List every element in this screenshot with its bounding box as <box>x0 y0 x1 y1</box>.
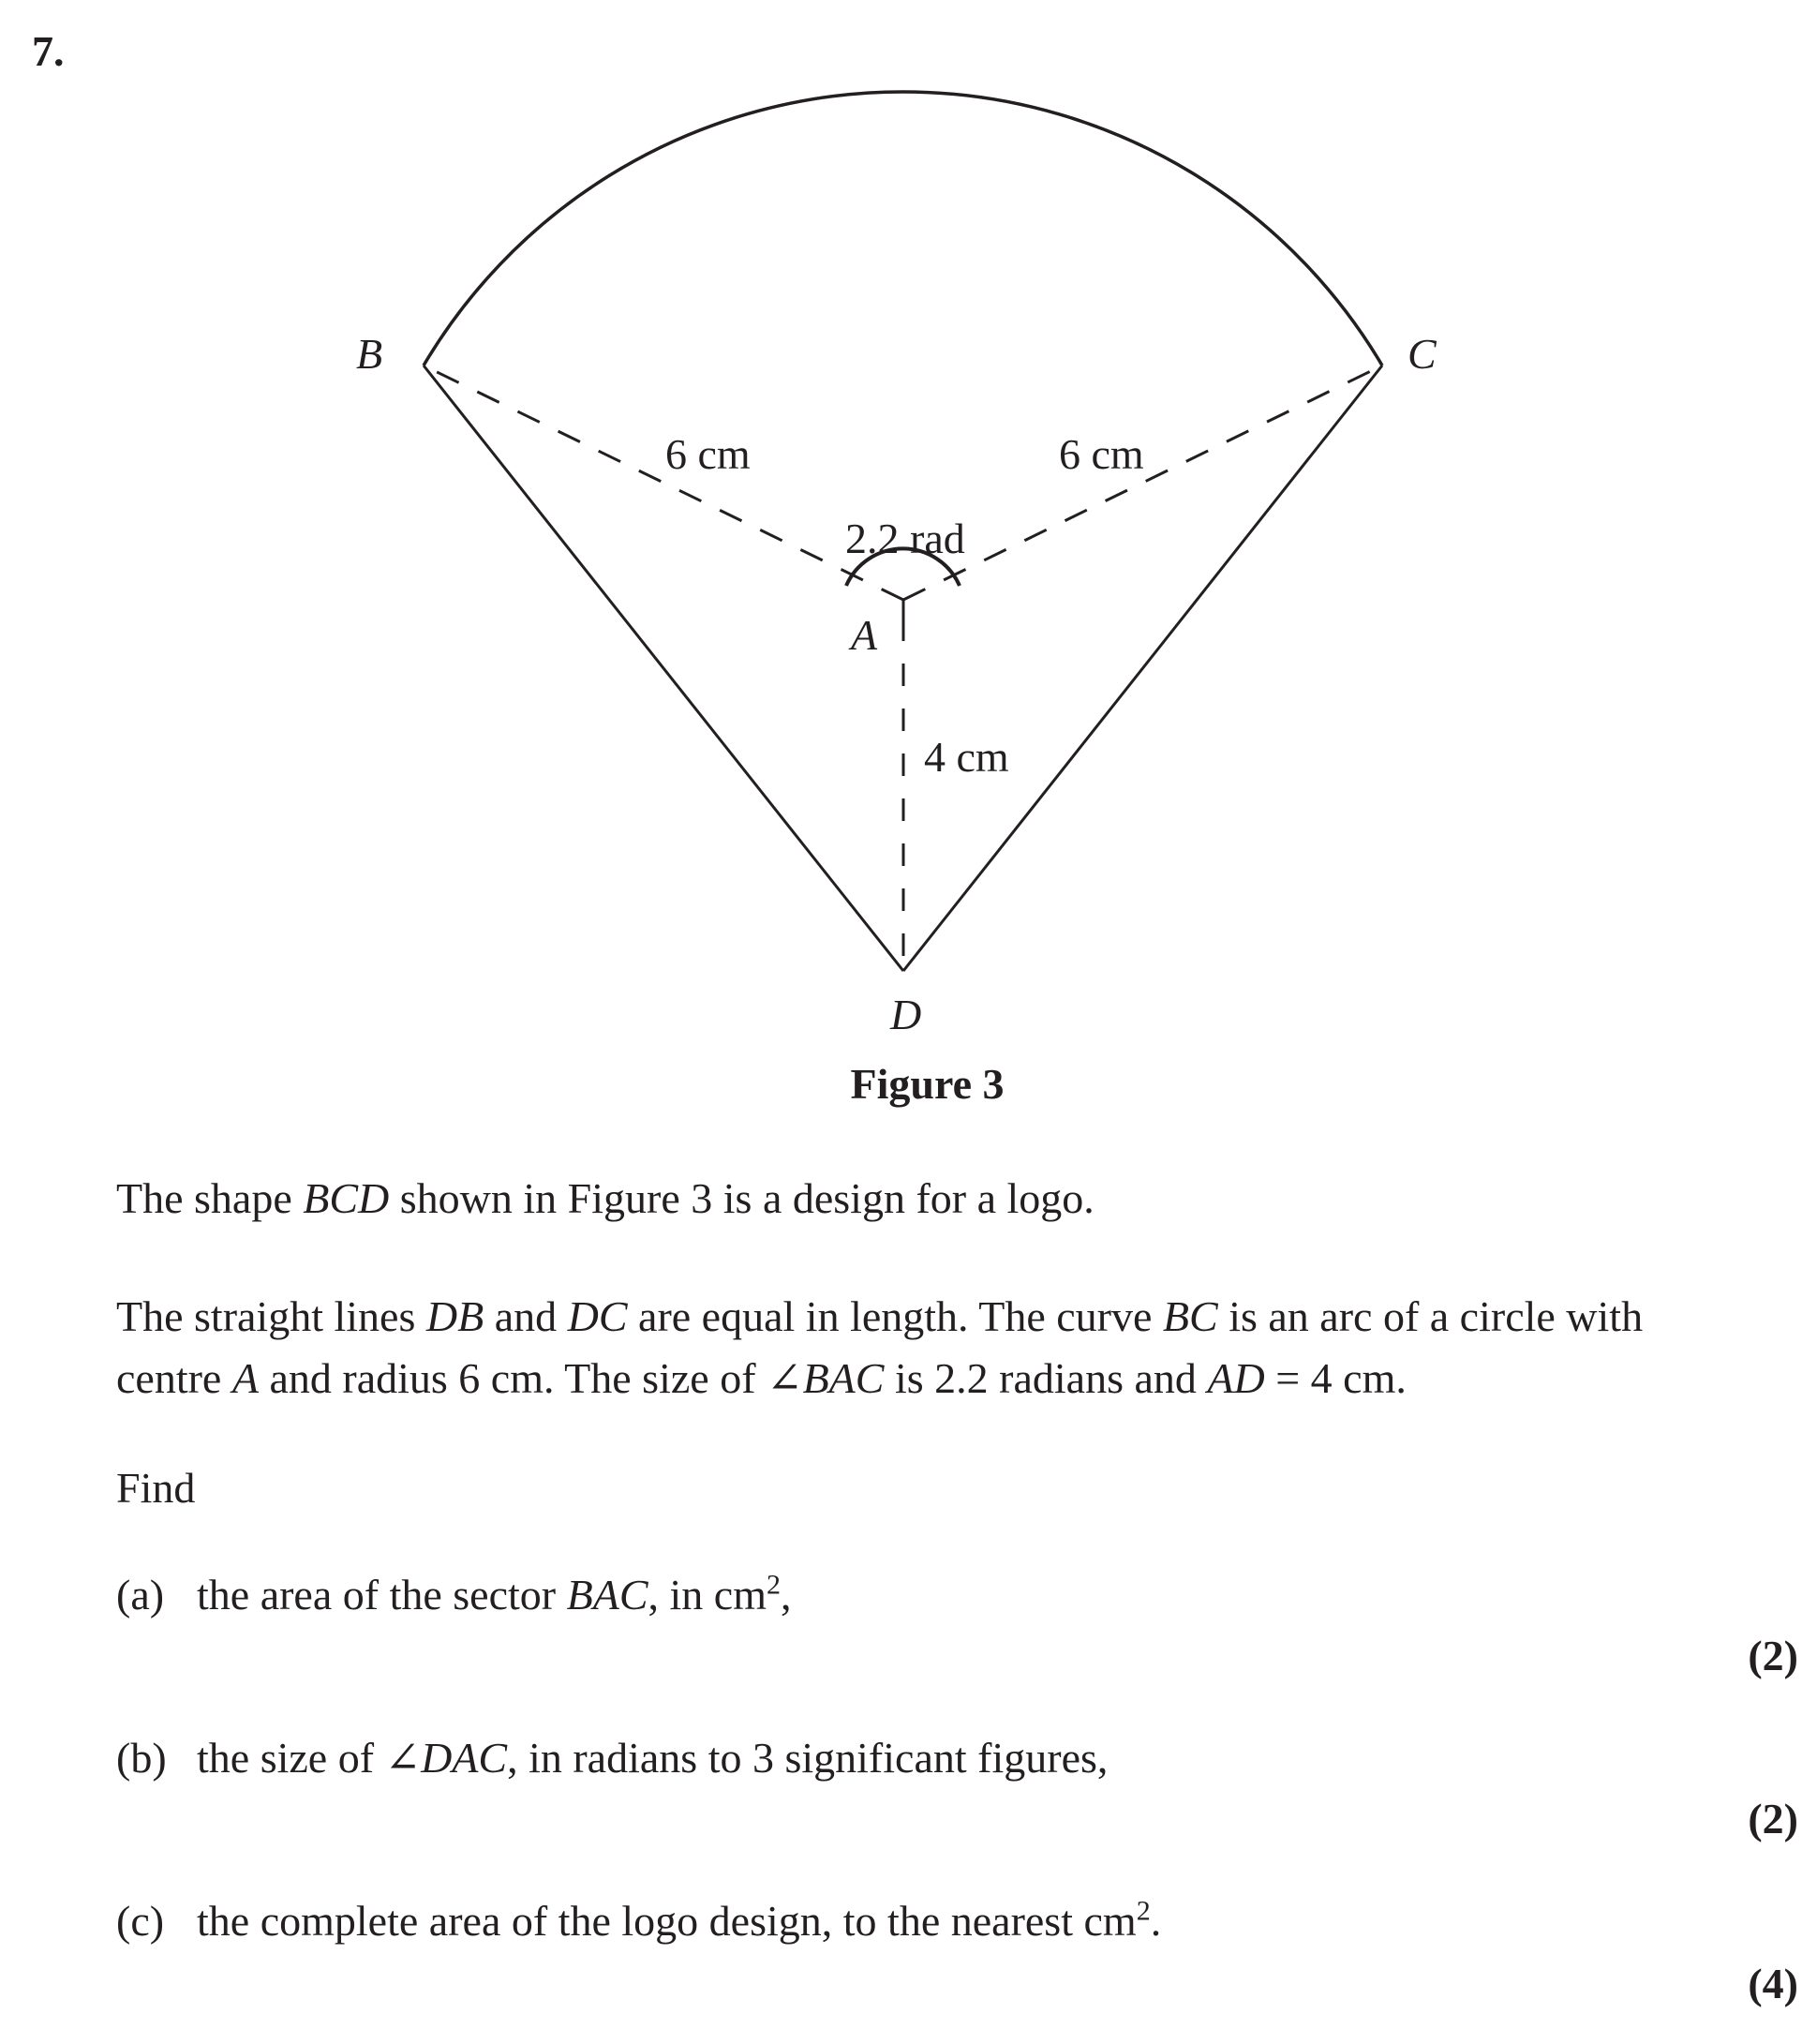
label-ad-length: 4 cm <box>924 733 1009 781</box>
figure-caption: Figure 3 <box>850 1060 1005 1108</box>
part-a-tag: (a) <box>116 1571 165 1619</box>
intro-paragraph-2 <box>116 1286 1803 1410</box>
label-c: C <box>1407 330 1437 378</box>
part-b-tag: (b) <box>116 1734 167 1782</box>
arc-bc <box>424 92 1382 366</box>
part-b: (b) the size of ∠DAC, in radians to 3 significant figures, <box>116 1730 1108 1786</box>
part-b-marks: (2) <box>1748 1795 1798 1843</box>
intro-paragraph-2-line-1: The straight lines DB and DC are equal in length. The curve BC is an arc of a circle with <box>116 1292 1644 1340</box>
line-db <box>424 366 903 971</box>
part-c-marks: (4) <box>1748 1960 1798 2007</box>
label-a: A <box>851 611 878 659</box>
find-label: Find <box>116 1464 196 1512</box>
label-ac-length: 6 cm <box>1059 430 1144 478</box>
label-angle: 2.2 rad <box>845 515 965 562</box>
intro-paragraph-1: The shape BCD shown in Figure 3 is a design for a logo. <box>116 1174 1095 1222</box>
intro-paragraph-2-line-2: centre A and radius 6 cm. The size of ∠BAC is 2.2 radians and AD = 4 cm. <box>116 1354 1407 1402</box>
part-c-tag: (c) <box>116 1897 165 1945</box>
label-ab-length: 6 cm <box>665 430 751 478</box>
radius-ac <box>903 366 1382 600</box>
question-number: 7. <box>32 27 65 75</box>
part-c: (c) the complete area of the logo design, to the nearest $cm^2$. <box>116 1893 1161 1949</box>
part-a-marks: (2) <box>1748 1632 1798 1679</box>
radius-ab <box>424 366 903 600</box>
label-d: D <box>890 991 922 1038</box>
part-a: (a) the area of the sector BAC, in $cm^2$, <box>116 1567 792 1623</box>
label-b: B <box>356 330 383 378</box>
